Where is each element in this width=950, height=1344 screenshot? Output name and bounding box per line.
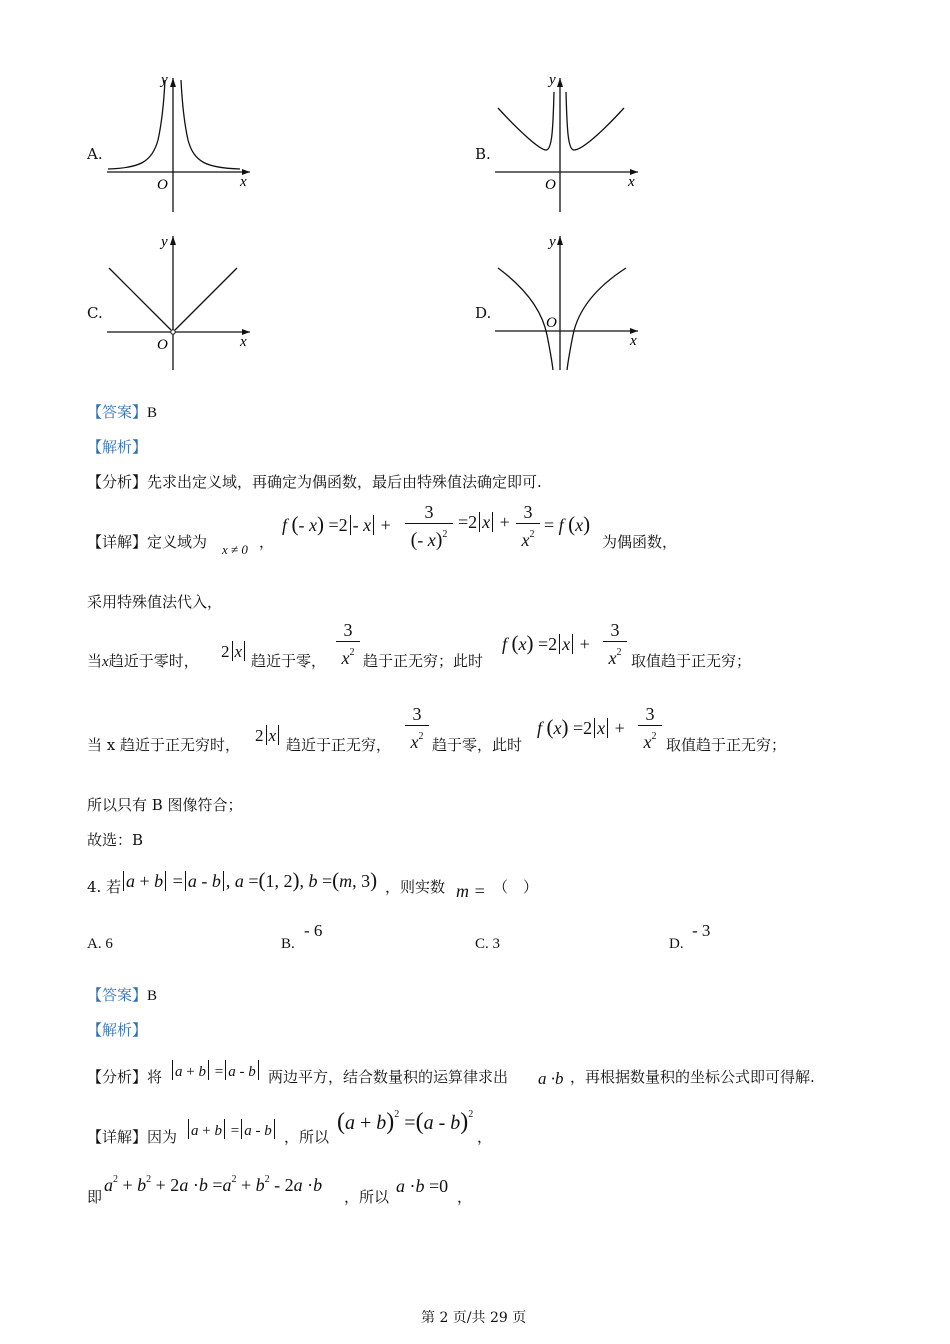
analysis-tag: 【解析】 [87, 438, 148, 456]
formula-fx: = f (x) [544, 512, 591, 536]
graph-option-d [490, 230, 650, 375]
answer-value: B [147, 988, 158, 1004]
q4-expand-formula: $a^2 + b^2 + 2a \cdot b =a^2 + b^2 - 2a \cdot b$ [104, 1174, 323, 1195]
q4-m-eq: m = [456, 881, 486, 901]
axis-y-label: y [161, 234, 168, 250]
q4-answer-line [87, 984, 157, 1005]
even-text: 为偶函数， [602, 533, 678, 551]
axis-x-label: x [630, 333, 637, 349]
q4-abs-eq-formula: a + b = a - b [186, 1119, 277, 1140]
comma: ， [259, 533, 275, 551]
q4-square-formula: $(a + b)^2 =(a - b)^2$ [337, 1109, 474, 1135]
graph-option-c [100, 230, 260, 375]
fraction-3-over-x-sq: 3 $x^2$ [405, 704, 429, 751]
q4-detail-a [87, 1126, 177, 1147]
text-near-zero: 趋近于零时， [108, 652, 199, 670]
limit-line-1 [87, 650, 199, 671]
text-value-inf: 取值趋于正无穷； [631, 652, 752, 670]
q4-option-d-value: - 3 [692, 921, 711, 940]
q4-condition-formula: a + b = a - b , a =(1, 2), b =(m, 3) [121, 868, 377, 893]
detail-tag: 【详解】 [87, 533, 148, 551]
q4-option-d: D. [669, 936, 684, 952]
text-value-inf-2: 取值趋于正无穷； [666, 736, 787, 754]
q4-fenxi-b: 两边平方，结合数量积的运算律求出 [268, 1068, 509, 1086]
q4-suoyi: ，所以 [344, 1188, 390, 1206]
graph-option-a [100, 70, 260, 215]
fenxi-tag: 【分析】 [87, 473, 148, 491]
answer-tag: 【答案】 [87, 986, 148, 1004]
var-x: x [102, 654, 109, 670]
origin-label: O [545, 177, 556, 193]
graph-option-b [490, 70, 650, 215]
text-dang: 当 [87, 652, 103, 670]
formula-fx-def: f (x) =2 x + [502, 631, 590, 655]
fraction-3-over-neg-x-sq: 3 (- x)$^2$ [405, 502, 453, 549]
text-tends-inf-2: 趋近于正无穷， [286, 736, 392, 754]
special-value-line: 采用特殊值法代入， [87, 593, 223, 611]
detail-because: 因为 [147, 1128, 178, 1146]
fraction-3-over-x-sq: 3 $x^2$ [516, 502, 540, 549]
text-tends-inf: 趋于正无穷；此时 [363, 652, 484, 670]
domain-formula: x ≠ 0 [222, 542, 248, 557]
answer-tag: 【答案】 [87, 403, 148, 421]
q4-comma: ， [457, 1188, 473, 1206]
text-tends-zero: 趋近于零， [251, 652, 327, 670]
q4-dot-zero: a ·b =0 [396, 1176, 449, 1196]
origin-label: O [157, 177, 168, 193]
q4-option-c: C. 3 [475, 936, 501, 952]
origin-label: O [546, 315, 557, 331]
only-b-line: 所以只有 B 图像符合； [87, 796, 243, 814]
fenxi-tag: 【分析】 [87, 1068, 148, 1086]
q4-fenxi-a [87, 1066, 162, 1087]
axis-x-label: x [240, 174, 247, 190]
option-a-label: A. [87, 145, 103, 163]
q4-then: ，则实数 [385, 878, 446, 896]
axis-x-label: x [628, 174, 635, 190]
text-tends-zero-2: 趋于零，此时 [432, 736, 523, 754]
fraction-3-over-x-sq: 3 $x^2$ [638, 704, 662, 751]
fenxi-jiang: 将 [147, 1068, 163, 1086]
axis-y-label: y [549, 72, 556, 88]
axis-y-label: y [161, 72, 168, 88]
q4-option-a: A. 6 [87, 936, 113, 952]
formula-2absx: 2 x [221, 641, 247, 662]
answer-line [87, 401, 157, 422]
option-c-label: C. [87, 304, 103, 322]
formula-f-neg: f (- x) =2 - x + [282, 512, 391, 536]
origin-label: O [157, 337, 168, 353]
axis-y-label: y [549, 234, 556, 250]
option-d-label: D. [475, 304, 492, 322]
fenxi-line [87, 471, 542, 492]
fenxi-text: 先求出定义域，再确定为偶函数，最后由特殊值法确定即可. [147, 473, 542, 491]
q4-dot-ab: a ·b [538, 1069, 564, 1088]
fraction-3-over-x-sq: 3 $x^2$ [603, 620, 627, 667]
limit-line-2: 当 x 趋近于正无穷时， [87, 736, 240, 754]
detail-tag-line [87, 531, 207, 552]
axis-x-label: x [240, 334, 247, 350]
formula-fx-def: f (x) =2 x + [537, 715, 625, 739]
detail-tag: 【详解】 [87, 1128, 148, 1146]
q4-abs-eq-formula: a + b = a - b [170, 1060, 261, 1081]
page-footer: 第 2 页/共 29 页 [421, 1310, 527, 1326]
q4-fenxi-c: ，再根据数量积的坐标公式即可得解. [570, 1068, 815, 1086]
q4-ji: 即 [87, 1188, 103, 1206]
detail-prefix: 定义域为 [147, 533, 208, 551]
q4-number: 4. 若 [87, 878, 122, 896]
q4-paren: （ ） [493, 878, 539, 896]
formula-2absx: 2 x [255, 725, 281, 746]
select-line: 故选：B [87, 831, 144, 849]
formula-mid: =2 x + [458, 512, 510, 532]
q4-detail-b: ，所以 [284, 1128, 330, 1146]
q4-option-b: B. [281, 936, 295, 952]
fraction-3-over-x-sq: 3 $x^2$ [336, 620, 360, 667]
q4-option-b-value: - 6 [304, 921, 323, 940]
option-b-label: B. [475, 145, 491, 163]
q4-comma: ， [477, 1128, 493, 1146]
q4-analysis-tag: 【解析】 [87, 1021, 148, 1039]
answer-value: B [147, 405, 158, 421]
